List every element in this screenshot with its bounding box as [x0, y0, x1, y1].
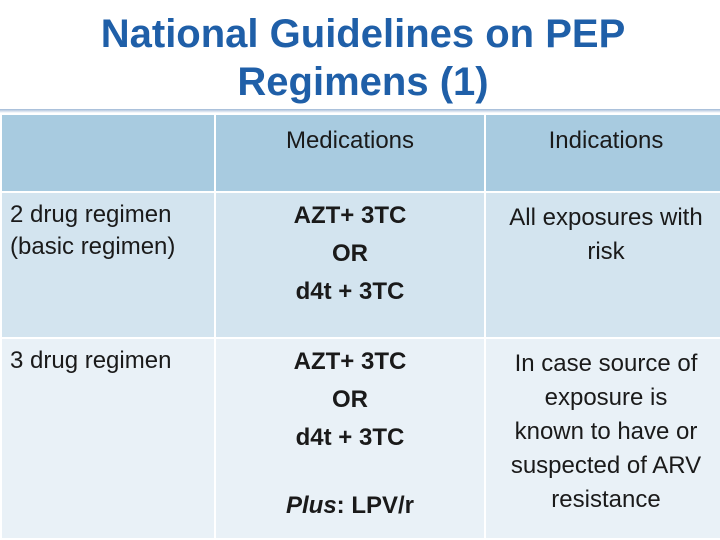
medication-line: d4t + 3TC — [295, 424, 405, 451]
title-line-2: Regimens (1) — [237, 60, 489, 104]
row-label — [1, 338, 215, 539]
indications-cell — [485, 192, 720, 338]
header-cell-indications: Indications — [485, 114, 720, 192]
indication-line: exposure is — [544, 384, 668, 411]
indication-line: In case source of — [514, 350, 698, 377]
indication-line: All exposures with — [509, 204, 703, 231]
indication-line: risk — [587, 238, 625, 265]
regimen-table — [0, 113, 720, 540]
additional-medication — [216, 487, 484, 525]
slide-title — [0, 10, 720, 106]
indication-line: known to have or — [514, 418, 698, 445]
indication-line: suspected of ARV — [510, 452, 702, 479]
indications-cell — [485, 338, 720, 539]
row-label-line: 2 drug regimen — [10, 201, 172, 228]
medication-line: AZT+ 3TC — [293, 202, 407, 229]
medications-cell — [215, 192, 485, 338]
medications-cell — [215, 338, 485, 539]
table-row — [1, 338, 720, 539]
title-line-1: National Guidelines on PEP — [100, 12, 626, 56]
row-label — [1, 192, 215, 338]
medication-line: AZT+ 3TC — [293, 348, 407, 375]
medication-or: OR — [332, 240, 368, 267]
header-cell-empty — [1, 114, 215, 192]
row-label-line: 3 drug regimen — [10, 347, 172, 374]
medication-line: d4t + 3TC — [295, 278, 405, 305]
table-header-row — [1, 114, 720, 192]
medication-or: OR — [332, 386, 368, 413]
table-row — [1, 192, 720, 338]
plus-label: Plus — [285, 492, 337, 519]
indication-line: resistance — [551, 486, 661, 513]
header-cell-medications: Medications — [215, 114, 485, 192]
plus-medication: : LPV/r — [336, 492, 415, 519]
row-label-line: (basic regimen) — [10, 233, 176, 260]
